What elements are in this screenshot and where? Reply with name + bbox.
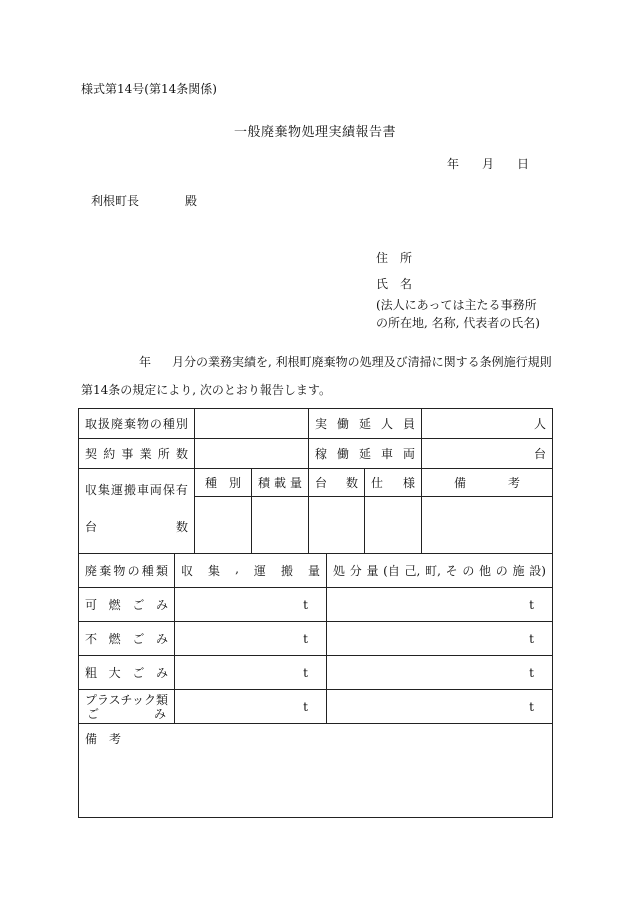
table-row (79, 656, 553, 690)
vehicle-count-label: 収 集 運 搬 車 両 保 有 台 数 (79, 469, 195, 554)
date-month: 月 (482, 157, 495, 171)
address-label: 住 所 (376, 251, 413, 265)
document-title: 一般廃棄物処理実績報告書 (233, 125, 396, 140)
waste-category-header: 廃 棄 物 の 種 類 (79, 554, 175, 588)
addressee-name: 利根町長 (91, 194, 140, 208)
combustible-collection-cell[interactable]: t (175, 588, 327, 622)
noncombustible-disposal-cell[interactable]: t (327, 622, 553, 656)
waste-type-label: 取 扱 廃 棄 物 の 種 別 (79, 409, 195, 439)
table-row (79, 690, 553, 724)
form-number: 様式第14号(第14条関係) (81, 82, 217, 96)
vehicle-remarks-cell[interactable] (422, 497, 553, 554)
plastic-disposal-cell[interactable]: t (327, 690, 553, 724)
table-row (79, 622, 553, 656)
addressee-honorific: 殿 (185, 194, 198, 208)
report-text-line1: 月分の業務実績を, 利根町廃棄物の処理及び清掃に関する条例施行規則 (172, 355, 552, 369)
report-text-year: 年 (139, 355, 152, 369)
vehicle-type-header: 種 別 (195, 469, 252, 497)
vehicles-operated-field[interactable]: 台 (422, 439, 553, 469)
combustible-disposal-cell[interactable]: t (327, 588, 553, 622)
vehicles-operated-label: 稼 働 延 車 両 (309, 439, 422, 469)
disposal-volume-header: 処 分 量 (自 己, 町, そ の 他 の 施 設) (327, 554, 553, 588)
workers-label: 実 働 延 人 員 (309, 409, 422, 439)
row-label-bulky: 粗 大 ご み (79, 656, 175, 690)
operations-table (78, 408, 553, 554)
contract-sites-field[interactable] (195, 439, 309, 469)
remarks-label: 備 考 (85, 732, 122, 746)
noncombustible-collection-cell[interactable]: t (175, 622, 327, 656)
row-label-combustible: 可 燃 ご み (79, 588, 175, 622)
bulky-disposal-cell[interactable]: t (327, 656, 553, 690)
row-label-plastic: プラスチック類 ご み (79, 690, 175, 724)
row-label-noncombustible: 不 燃 ご み (79, 622, 175, 656)
waste-type-field[interactable] (195, 409, 309, 439)
bulky-collection-cell[interactable]: t (175, 656, 327, 690)
plastic-collection-cell[interactable]: t (175, 690, 327, 724)
report-text-line2: 第14条の規定により, 次のとおり報告します。 (81, 383, 331, 397)
name-label: 氏 名 (376, 277, 413, 291)
vehicle-spec-header: 仕 様 (365, 469, 422, 497)
date-year: 年 (447, 157, 460, 171)
waste-volume-table (78, 553, 553, 818)
contract-sites-label: 契 約 事 業 所 数 (79, 439, 195, 469)
vehicle-spec-cell[interactable] (365, 497, 422, 554)
remarks-cell[interactable] (79, 724, 553, 818)
vehicle-capacity-header: 積 載 量 (252, 469, 309, 497)
collection-volume-header: 収 集 , 運 搬 量 (175, 554, 327, 588)
vehicle-capacity-cell[interactable] (252, 497, 309, 554)
vehicle-units-header: 台 数 (309, 469, 365, 497)
vehicle-units-cell[interactable] (309, 497, 365, 554)
corporate-note: (法人にあっては主たる事務所 の所在地, 名称, 代表者の氏名) (376, 298, 540, 330)
vehicle-remarks-header: 備 考 (422, 469, 553, 497)
date-day: 日 (517, 157, 530, 171)
table-row (79, 588, 553, 622)
workers-field[interactable]: 人 (422, 409, 553, 439)
vehicle-type-cell[interactable] (195, 497, 252, 554)
